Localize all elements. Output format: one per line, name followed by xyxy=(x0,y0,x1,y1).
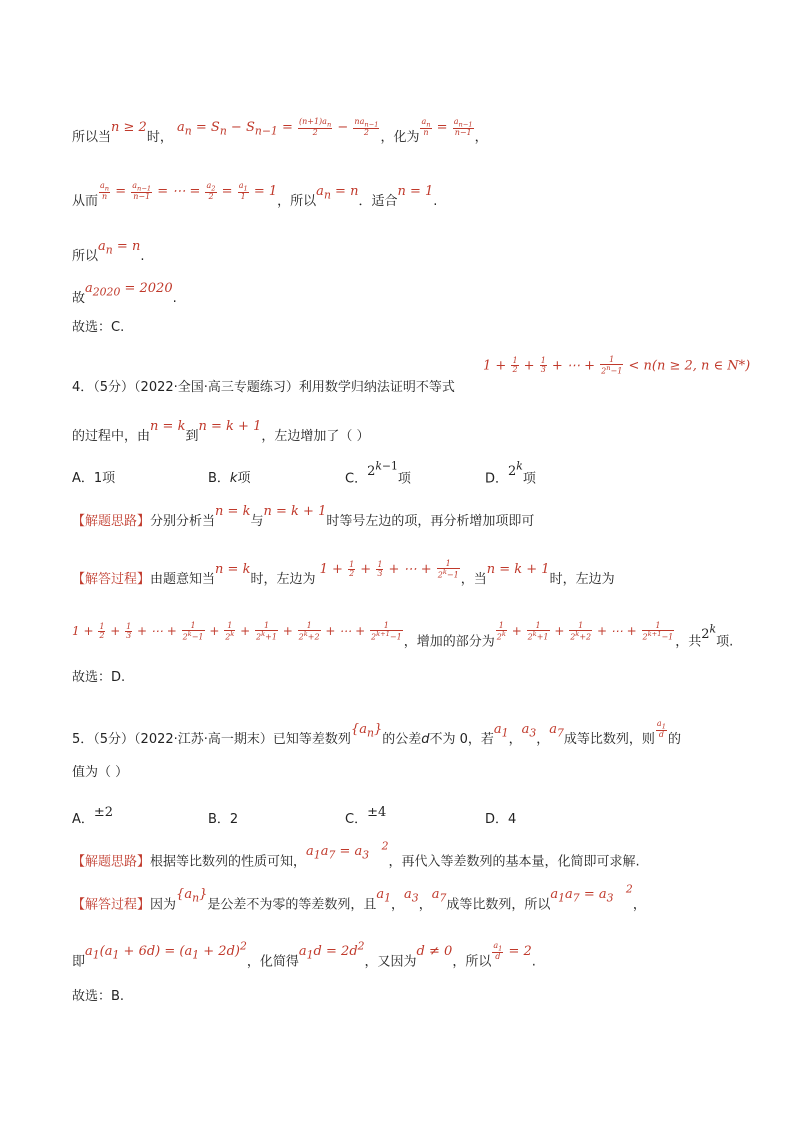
option-text: 项 xyxy=(522,471,536,487)
text: ，增加的部分为 xyxy=(403,634,495,650)
text: 项. xyxy=(716,634,734,650)
math-expanded: $a_1(a_1 + 6d) = (a_1 + 2d)^2$ xyxy=(85,940,247,962)
q4-solution-2: 1 + $\frac{1}{2}$ + $\frac{1}{3}$ + ⋯ + $\frac{1}{2^k-1}$ + $\frac{1}{2^k}$ + $\frac{1}{2^k+1}$ + $\frac{1}{2^k+2}$ + ⋯ + $\frac{1}{2^{k+1}-1}$ ，增加的部分为 $\frac{1}{2^k}$ + $\frac{1}{2^k+1}$ + $\frac{1}{2^k+2}$ + ⋯ + $\frac{1}{2^{k+1}-1}$ ，共2$^k$项. xyxy=(72,621,734,650)
math-n-ge-2: n ≥ 2 xyxy=(111,120,147,135)
math-a3: $a_3$ xyxy=(521,722,537,740)
math-an-eq-n: $a_n = n$ xyxy=(316,184,359,202)
math-a1a7: $a_1a_7 = a_3$ $^2$ xyxy=(306,840,389,862)
math-n-eq-k: n = k xyxy=(150,419,186,434)
math-result: $\frac{a_1}{d}$ = 2 xyxy=(493,941,532,962)
q4-option-c: C．$2^{k-1}$项 xyxy=(345,460,411,487)
text: 因为 xyxy=(150,897,177,913)
math-chain: $\frac{a_n}{n}$ = $\frac{a_{n-1}}{n-1}$ = ⋯ = $\frac{a_2}{2}$ = $\frac{a_1}{1}$ = 1 xyxy=(100,180,278,202)
text: . xyxy=(172,291,177,306)
option-label: C． xyxy=(345,471,368,487)
text: 的 xyxy=(667,732,681,747)
math-n-eq-1: n = 1 xyxy=(397,184,434,199)
text: ， xyxy=(536,732,550,747)
text: 时，左边为 xyxy=(549,572,615,587)
math-a1-over-d: $\frac{a_1}{d}$ xyxy=(656,718,666,740)
q5-option-c: C．±4 xyxy=(345,805,387,827)
q5-stem: 5．（5分）（2022·江苏·高一期末）已知等差数列$\{a_n\}$的公差d不为 0，若$a_1$，$a_3$，$a_7$成等比数列，则 $\frac{a_1}{d}$ 的 xyxy=(72,718,681,747)
math-a1a7: $a_1a_7 = a_3$ $^2$ xyxy=(550,883,633,905)
q4-stem xyxy=(72,376,455,395)
math-a1: $a_1$ xyxy=(493,722,509,740)
q5-option-d xyxy=(485,808,516,827)
math-an-seq: $\{a_n\}$ xyxy=(350,722,383,740)
text: 时，左边为 xyxy=(250,572,316,587)
text: 所以当 xyxy=(72,130,112,145)
q5-stem-2: 值为（ ） xyxy=(72,765,129,780)
q5-option-a: A．±2 xyxy=(72,805,114,827)
text: ，又因为 xyxy=(364,954,417,970)
math-n-eq-k1: n = k + 1 xyxy=(198,419,262,434)
q4-option-b: B．k项 xyxy=(208,471,251,486)
q4-stem-text: 4．（5分）（2022·全国·高三专题练习）利用数学归纳法证明不等式 xyxy=(72,380,455,395)
math-a7: $a_7$ xyxy=(549,722,564,740)
math-d-ne-0: d ≠ 0 xyxy=(416,944,453,960)
text: 的过程中，由 xyxy=(72,429,151,444)
math-added-terms: $\frac{1}{2^k}$ + $\frac{1}{2^k+1}$ + $\frac{1}{2^k+2}$ + ⋯ + $\frac{1}{2^{k+1}-1}$ xyxy=(496,621,674,642)
q4-option-d: D．2$^k$项 xyxy=(485,460,536,487)
text: 时， xyxy=(146,130,173,145)
math-ratio: $\frac{a_n}{n}$ = $\frac{a_{n-1}}{n-1}$ xyxy=(421,116,473,138)
q5-solution xyxy=(72,883,646,915)
text: 分别分析当 xyxy=(150,514,216,529)
solution-line-3 xyxy=(72,239,145,267)
q4-inequality: 1 + $\frac{1}{2}$ + $\frac{1}{3}$ + ⋯ + $\frac{1}{2^n-1}$ < n(n ≥ 2, n ∈ N*) xyxy=(483,355,751,376)
solution-tag: 【解答过程】 xyxy=(72,572,151,587)
text: 时等号左边的项，再分析增加项即可 xyxy=(326,514,535,529)
math-an-eq-n: $a_n = n$ xyxy=(98,239,141,257)
text: ．适合 xyxy=(358,194,398,209)
text: 是公差不为零的等差数列，且 xyxy=(207,897,377,913)
math-a7: $a_7$ xyxy=(431,887,447,905)
text: 5．（5分）（2022·江苏·高一期末）已知等差数列 xyxy=(72,732,351,747)
text: 成等比数列，所以 xyxy=(446,897,551,913)
text: 根据等比数列的性质可知， xyxy=(150,854,307,870)
text: ， xyxy=(474,130,488,145)
hint-tag: 【解题思路】 xyxy=(72,514,151,529)
text: ，当 xyxy=(460,572,487,587)
q4-solution xyxy=(72,558,615,589)
text: ，所以 xyxy=(277,194,317,209)
option-label: B． xyxy=(208,471,230,486)
math-a2020: $a_{2020} = 2020$ xyxy=(85,281,173,299)
option-text: 项 xyxy=(237,471,251,486)
option-label: C． xyxy=(345,812,368,827)
solution-line-4 xyxy=(72,281,177,309)
text: ，化为 xyxy=(380,130,420,145)
math-left-side-k: 1 + $\frac{1}{2}$ + $\frac{1}{3}$ + ⋯ + $\frac{1}{2^k-1}$ xyxy=(319,558,459,580)
text: 即 xyxy=(72,954,86,970)
q4-option-a xyxy=(72,467,115,486)
q5-hint xyxy=(72,840,640,872)
hint-tag: 【解题思路】 xyxy=(72,854,151,870)
option-label: D．4 xyxy=(485,812,517,827)
q4-hint xyxy=(72,504,535,529)
text: ，所以 xyxy=(452,954,492,970)
text: ，再代入等差数列的基本量，化简即可求解. xyxy=(388,854,640,870)
math-left-side-k1: 1 + $\frac{1}{2}$ + $\frac{1}{3}$ + ⋯ + $\frac{1}{2^k-1}$ + $\frac{1}{2^k}$ + $\frac{1}{2^k+1}$ + $\frac{1}{2^k+2}$ + ⋯ + $\frac{1}{2^{k+1}-1}$ xyxy=(72,621,402,642)
solution-tag: 【解答过程】 xyxy=(72,897,151,913)
q4-line2 xyxy=(72,419,370,444)
text: 所以 xyxy=(72,249,99,264)
text: 与 xyxy=(250,514,264,529)
math-an-formula: $a_n = S_n - S_{n-1}$ = $\frac{(n+1)a_n}{2}$ − $\frac{na_{n-1}}{2}$ xyxy=(176,116,379,138)
math-simplified: $a_1d = 2d^2$ xyxy=(298,940,365,962)
text: 到 xyxy=(185,429,199,444)
math-an-seq: $\{a_n\}$ xyxy=(176,887,208,905)
math-a1: $a_1$ xyxy=(376,887,392,905)
text: 的公差 xyxy=(382,732,422,747)
text: ， xyxy=(418,897,432,913)
math-n-eq-k1: n = k + 1 xyxy=(263,504,327,519)
text: ， xyxy=(632,897,646,913)
text: 由题意知当 xyxy=(150,572,216,587)
option-text: 项 xyxy=(397,471,411,487)
q5-solution-2 xyxy=(72,940,536,972)
text: ，左边增加了（ ） xyxy=(261,429,370,444)
text: ，化简得 xyxy=(246,954,299,970)
text: ， xyxy=(508,732,522,747)
text: 故 xyxy=(72,291,86,306)
math-n-eq-k: n = k xyxy=(215,504,251,519)
text: 成等比数列，则 xyxy=(563,732,655,747)
text: 从而 xyxy=(72,194,99,209)
text: . xyxy=(531,954,536,970)
math-a3: $a_3$ xyxy=(404,887,419,905)
answer-prev: 故选：C. xyxy=(72,320,125,335)
text: 不为 0，若 xyxy=(429,732,494,747)
option-label: A．1项 xyxy=(72,471,116,486)
option-label: D． xyxy=(485,471,509,487)
solution-line-2 xyxy=(72,180,438,212)
math-n-eq-k1: n = k + 1 xyxy=(486,562,550,577)
text: . xyxy=(140,249,145,264)
option-label: A． xyxy=(72,812,94,827)
math-n-eq-k: n = k xyxy=(215,562,251,577)
option-label: B．2 xyxy=(208,812,239,827)
text: . xyxy=(433,194,438,209)
text: ， xyxy=(391,897,405,913)
solution-line-1 xyxy=(72,116,488,148)
q5-answer: 故选：B. xyxy=(72,989,125,1004)
q4-answer: 故选：D. xyxy=(72,670,126,685)
text: ，共 xyxy=(675,634,702,650)
q5-option-b xyxy=(208,808,238,827)
